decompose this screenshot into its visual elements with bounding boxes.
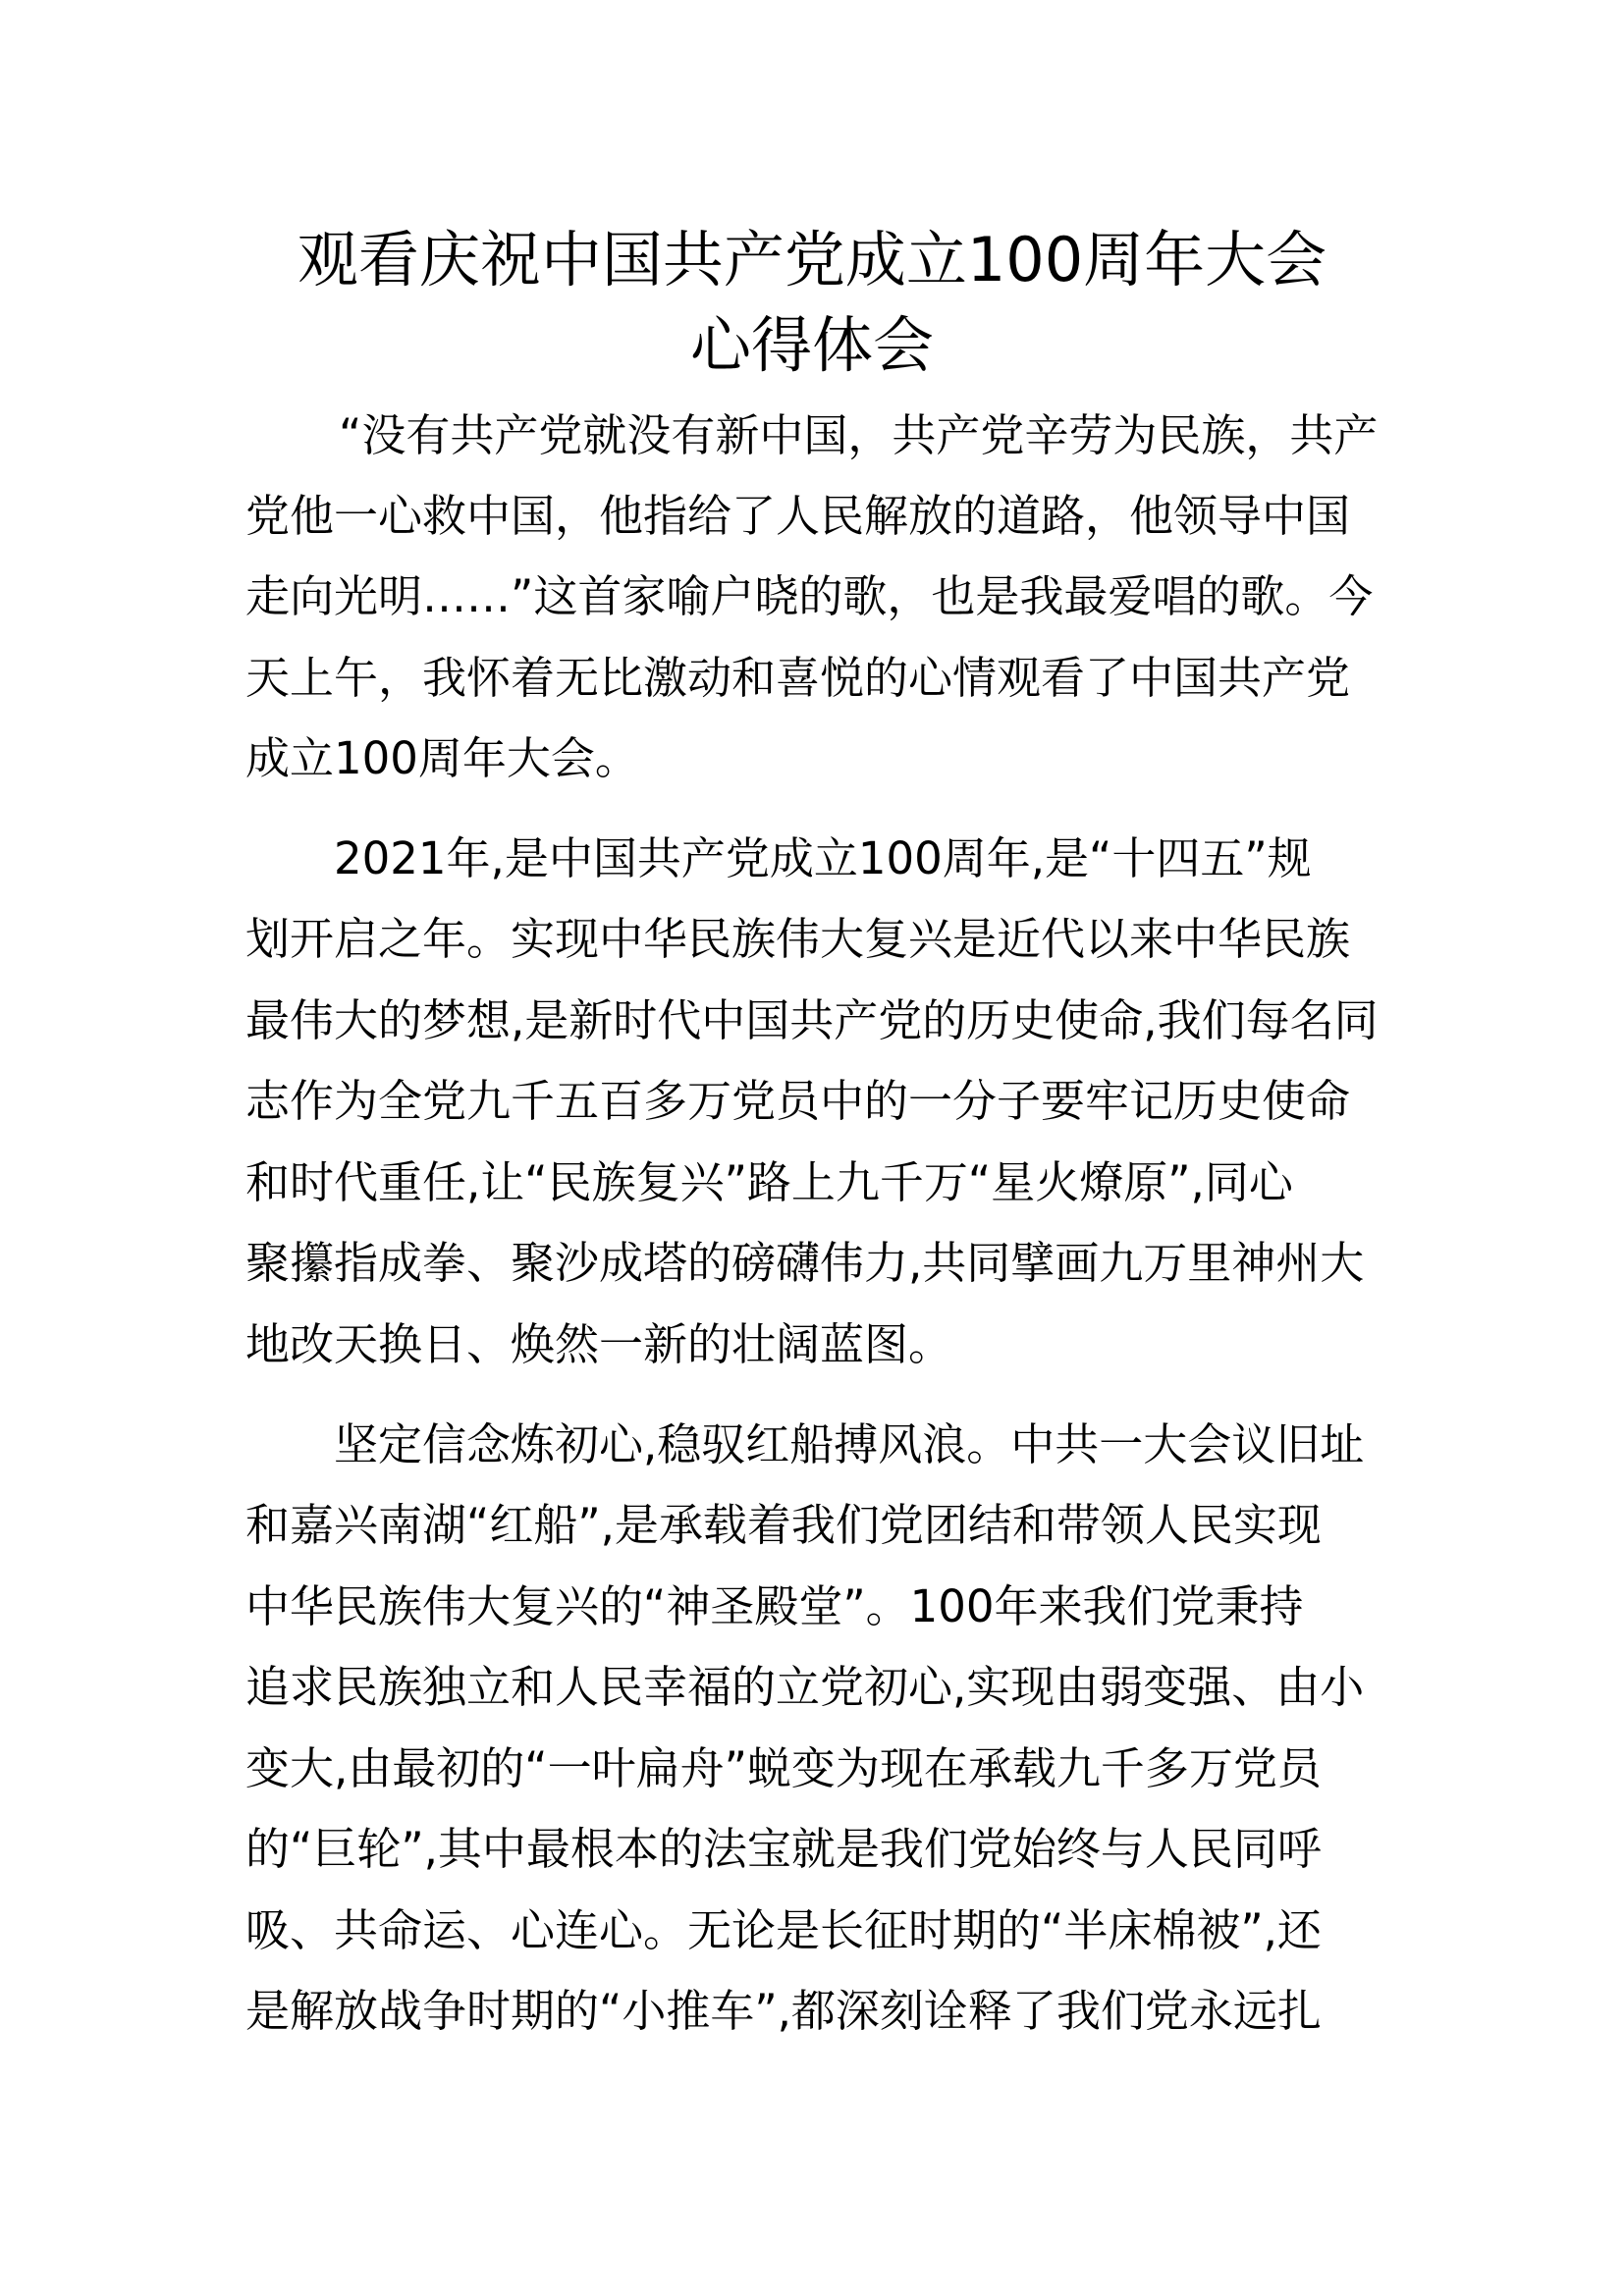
body-line: 最伟大的梦想,是新时代中国共产党的历史使命,我们每名同: [245, 994, 1379, 1046]
body-line: 和时代重任,让“民族复兴”路上九千万“星火燎原”,同心: [245, 1156, 1293, 1208]
document-title-line-2: 心得体会: [689, 309, 934, 381]
body-line: 中华民族伟大复兴的“神圣殿堂”。100年来我们党秉持: [245, 1580, 1304, 1632]
body-line: 聚攥指成拳、聚沙成塔的磅礴伟力,共同擘画九万里神州大: [245, 1237, 1365, 1289]
body-line: 的“巨轮”,其中最根本的法宝就是我们党始终与人民同呼: [245, 1823, 1322, 1875]
body-line: 党他一心救中国，他指给了人民解放的道路，他领导中国: [245, 490, 1351, 542]
body-line: 和嘉兴南湖“红船”,是承载着我们党团结和带领人民实现: [245, 1499, 1322, 1551]
body-line: 吸、共命运、心连心。无论是长征时期的“半床棉被”,还: [245, 1904, 1322, 1956]
document-title-line-1: 观看庆祝中国共产党成立100周年大会: [297, 224, 1327, 295]
body-line: 走向光明……”这首家喻户晓的歌，也是我最爱唱的歌。今: [245, 570, 1374, 622]
body-line: 追求民族独立和人民幸福的立党初心,实现由弱变强、由小: [245, 1661, 1365, 1713]
body-line: 天上午，我怀着无比激动和喜悦的心情观看了中国共产党: [245, 652, 1351, 704]
body-line: 成立100周年大会。: [245, 732, 639, 784]
body-line: 志作为全党九千五百多万党员中的一分子要牢记历史使命: [245, 1075, 1351, 1127]
body-line: 地改天换日、焕然一新的壮阔蓝图。: [245, 1318, 953, 1370]
body-line: 坚定信念炼初心,稳驭红船搏风浪。中共一大会议旧址: [334, 1418, 1365, 1470]
body-line: 变大,由最初的“一叶扁舟”蜕变为现在承载九千多万党员: [245, 1742, 1322, 1794]
body-line: 划开启之年。实现中华民族伟大复兴是近代以来中华民族: [245, 913, 1351, 965]
body-line: “没有共产党就没有新中国，共产党辛劳为民族，共产: [339, 409, 1379, 461]
body-line: 是解放战争时期的“小推车”,都深刻诠释了我们党永远扎: [245, 1985, 1322, 2037]
body-line: 2021年,是中国共产党成立100周年,是“十四五”规: [334, 832, 1312, 884]
